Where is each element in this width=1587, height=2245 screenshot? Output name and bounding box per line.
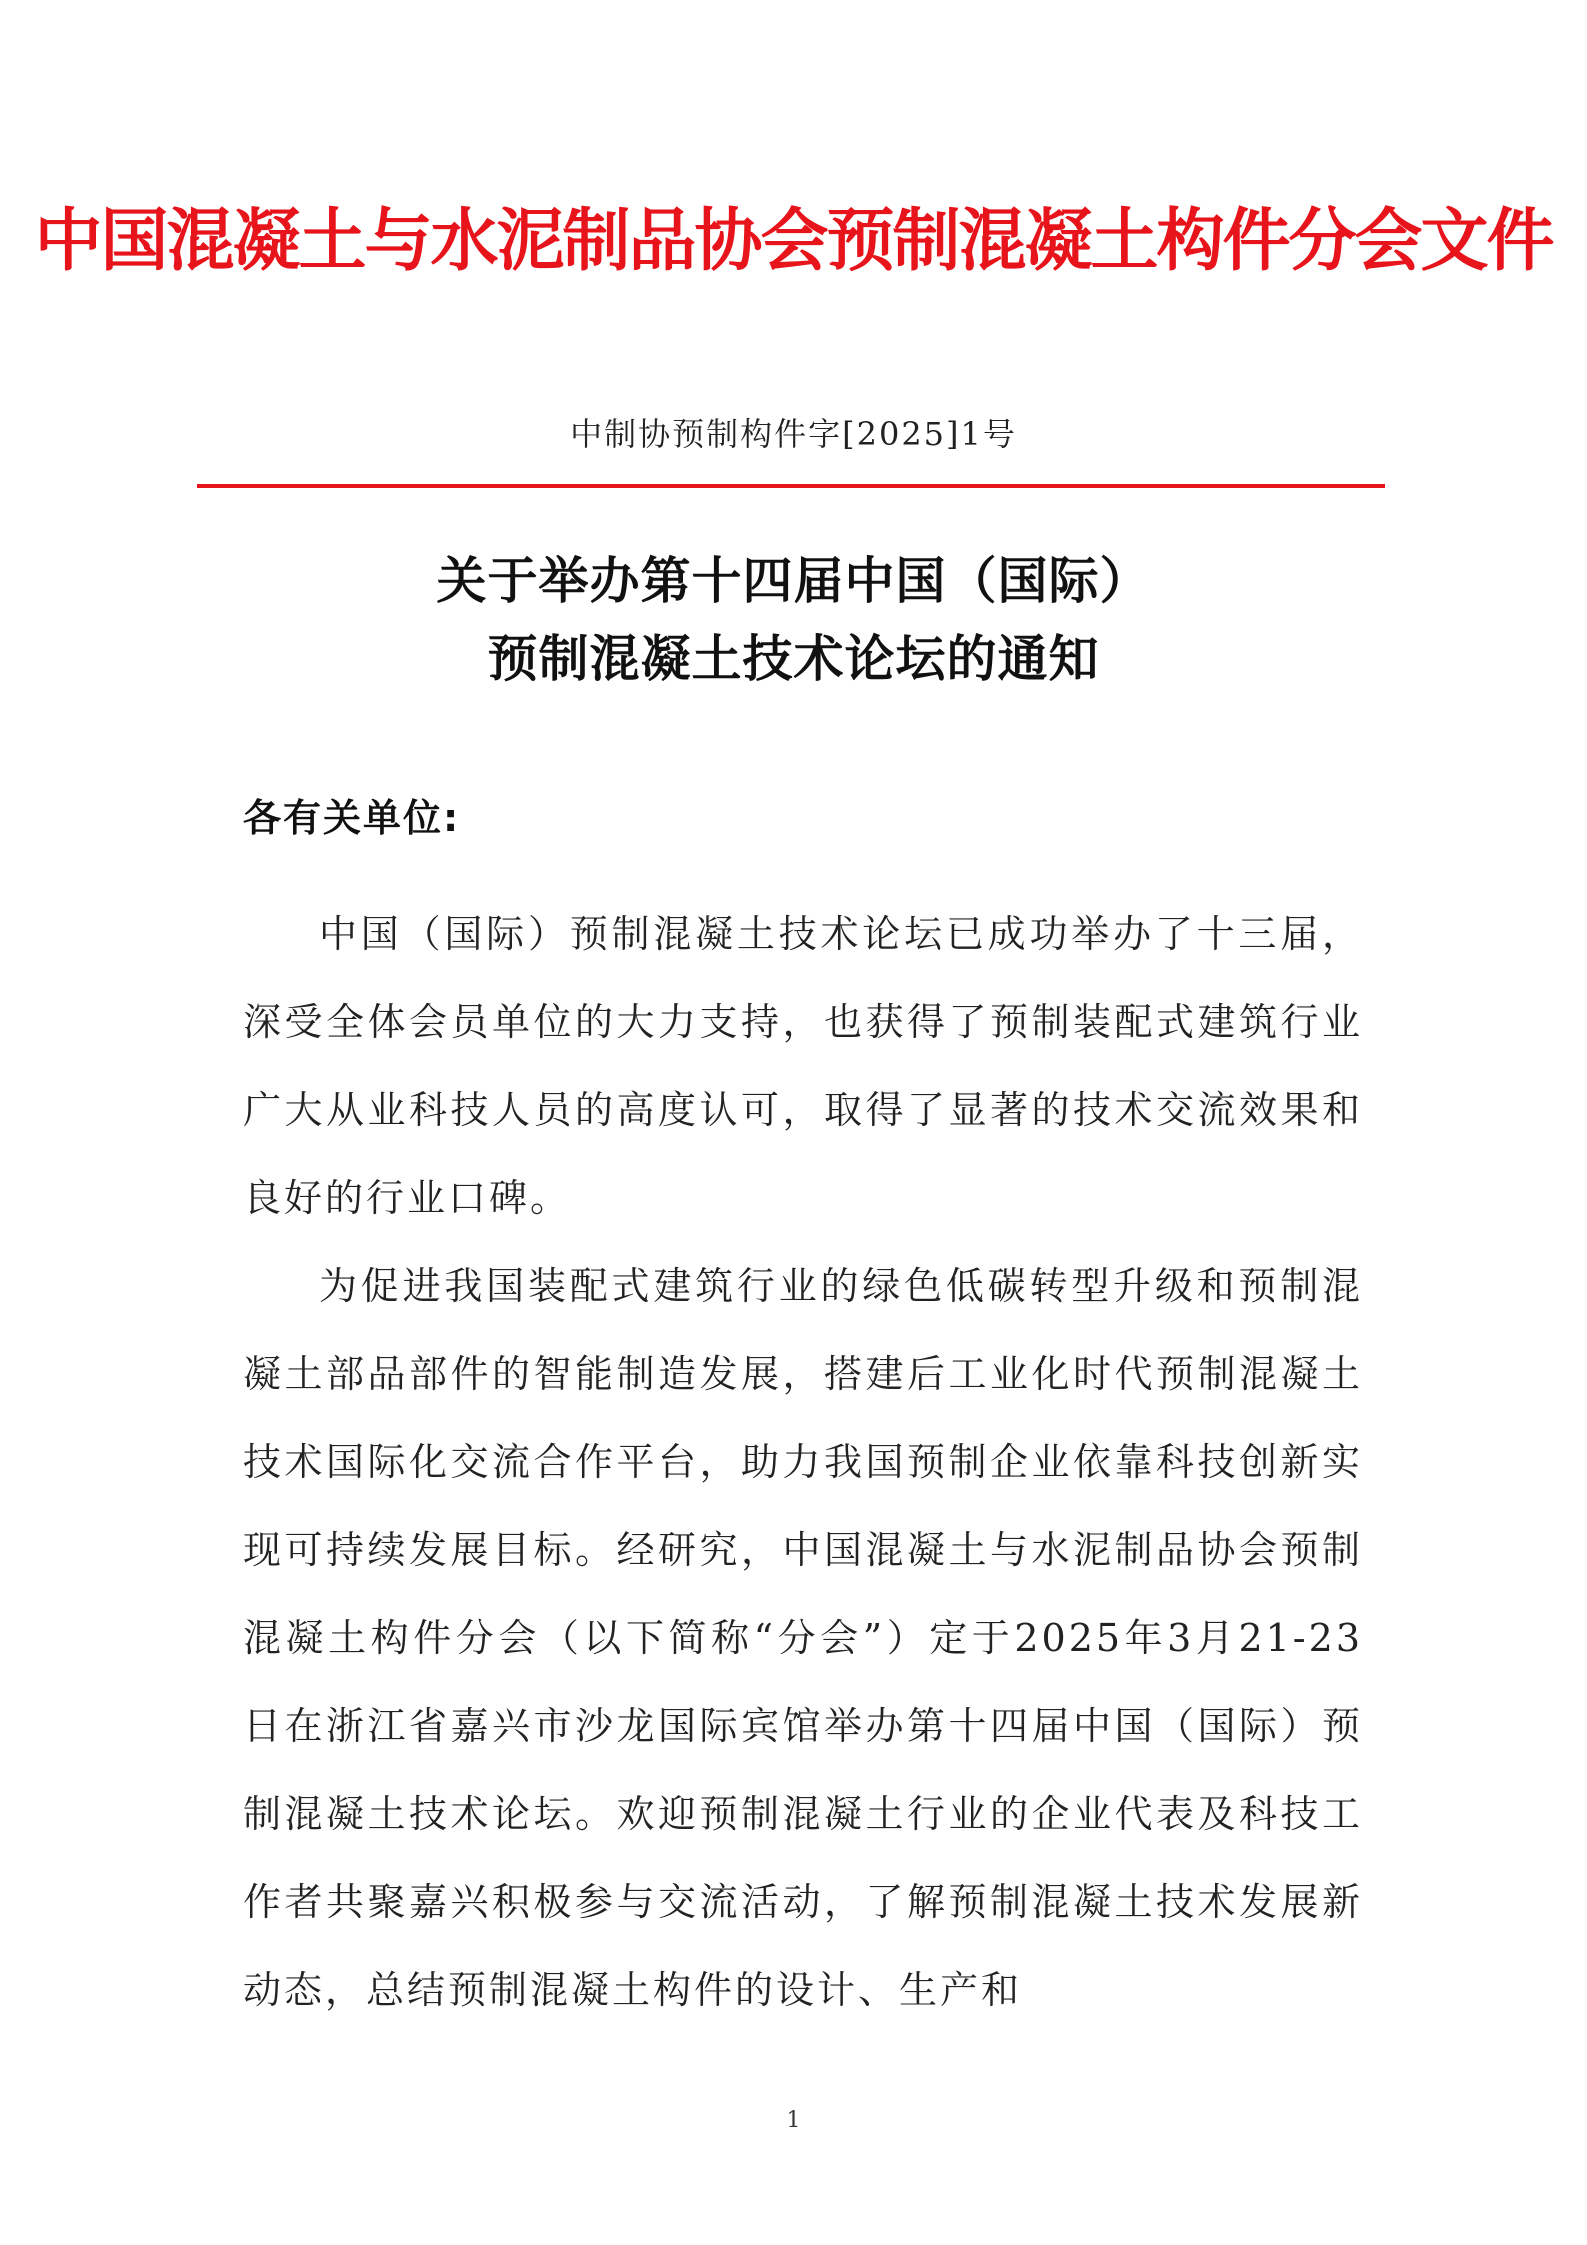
body-paragraph-1: 中国（国际）预制混凝土技术论坛已成功举办了十三届，深受全体会员单位的大力支持，也获得了预制装配式建筑行业广大从业科技人员的高度认可，取得了显著的技术交流效果和良好的行业口碑。: [243, 912, 1363, 1220]
organization-header: 中国混凝土与水泥制品协会预制混凝土构件分会文件: [34, 201, 1553, 281]
document-number: 中制协预制构件字[2025]1号: [570, 415, 1017, 453]
notice-body: [243, 890, 1363, 2034]
salutation: 各有关单位:: [243, 796, 461, 840]
header-divider: [197, 484, 1385, 488]
notice-title: [0, 542, 1587, 698]
notice-title-line-1: 关于举办第十四届中国（国际）: [436, 552, 1151, 610]
page-number: 1: [786, 2108, 801, 2133]
body-paragraph-2: 为促进我国装配式建筑行业的绿色低碳转型升级和预制混凝土部品部件的智能制造发展，搭建后工业化时代预制混凝土技术国际化交流合作平台，助力我国预制企业依靠科技创新实现可持续发展目标。经研究，中国混凝土与水泥制品协会预制混凝土构件分会（以下简称“分会”）定于2025年3月21-23日在浙江省嘉兴市沙龙国际宾馆举办第十四届中国（国际）预制混凝土技术论坛。欢迎预制混凝土行业的企业代表及科技工作者共聚嘉兴积极参与交流活动，了解预制混凝土技术发展新动态，总结预制混凝土构件的设计、生产和: [243, 1264, 1363, 2012]
notice-title-line-2: 预制混凝土技术论坛的通知: [487, 630, 1100, 688]
